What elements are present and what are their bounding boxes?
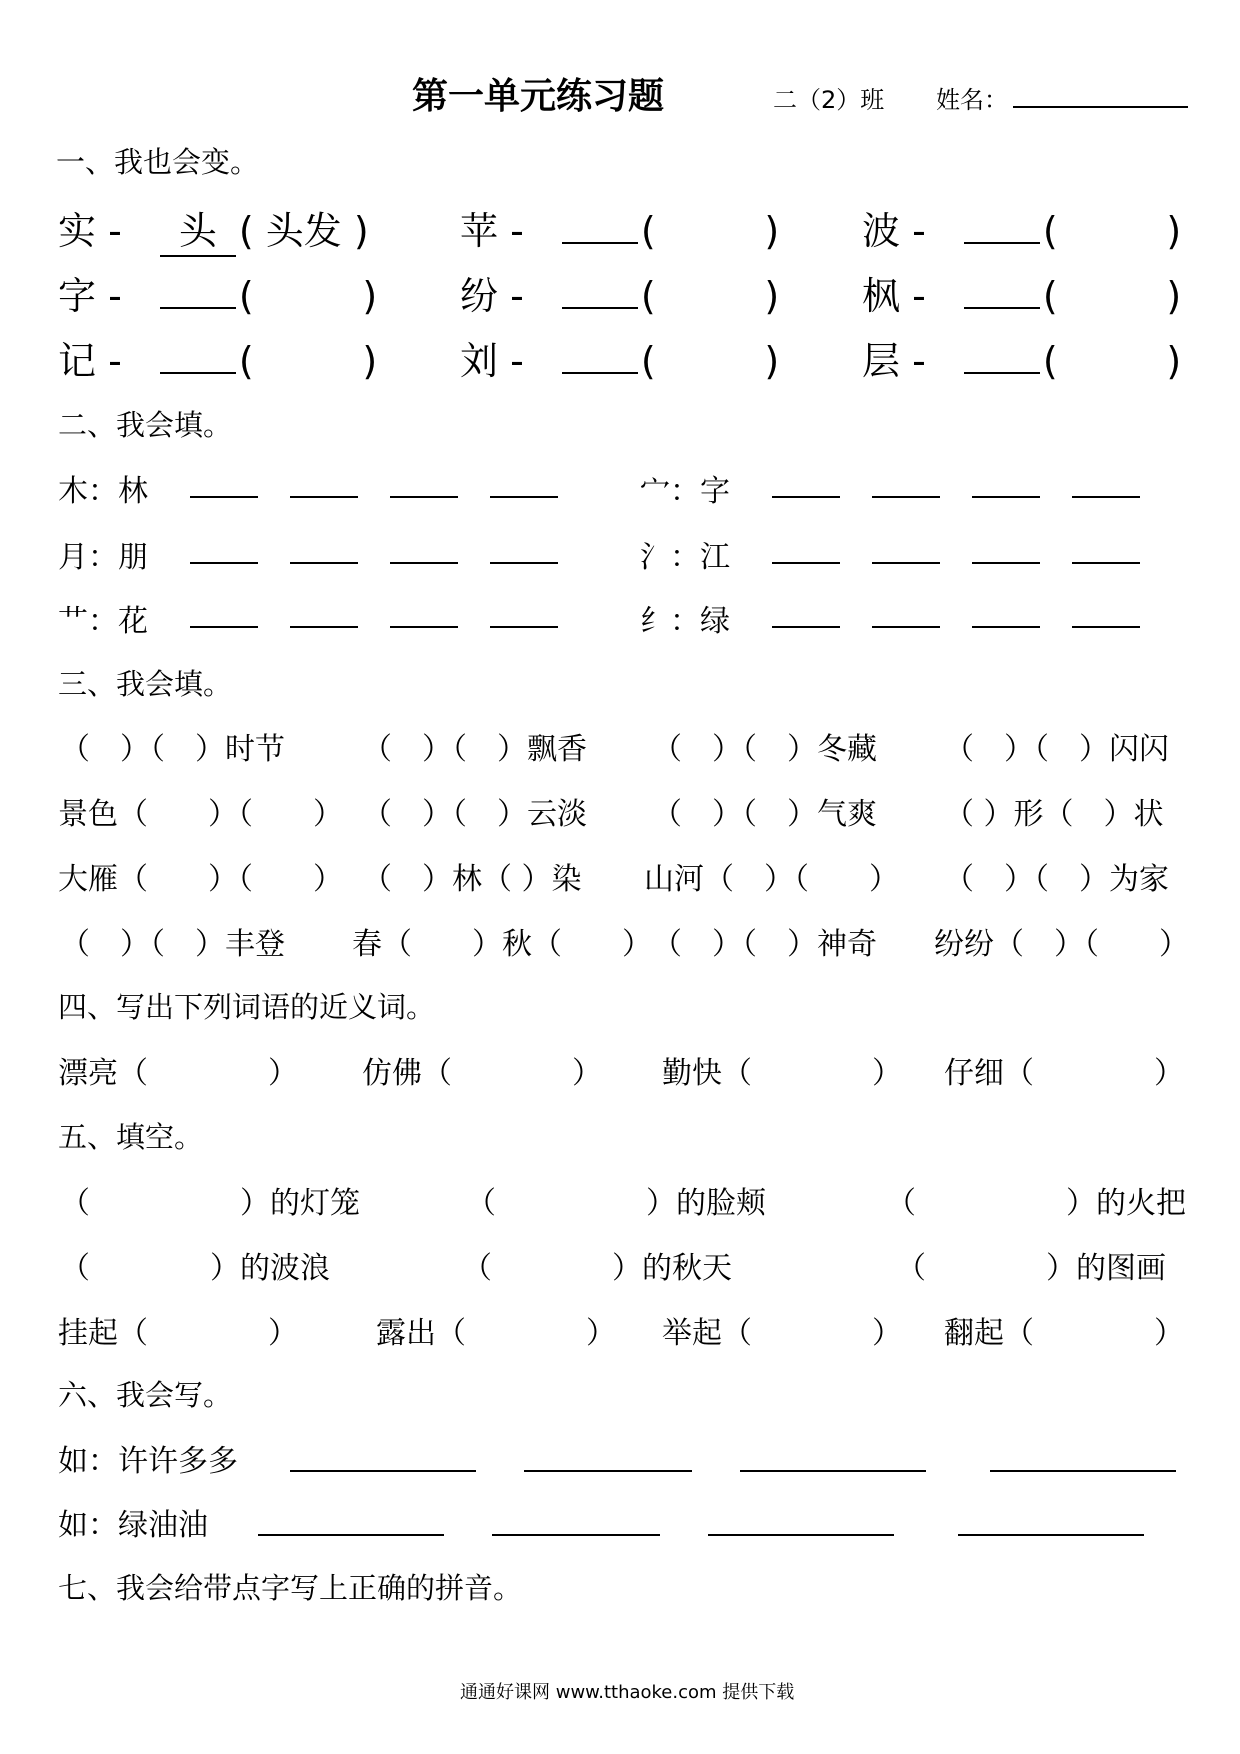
s1-r3-c2-blank[interactable] (562, 372, 638, 374)
s5-r3-c3: 举起（ ） (662, 1316, 902, 1351)
section-6-heading: 六、我会写。 (58, 1378, 233, 1412)
s3-r1-c1: （ ）（ ）时节 (60, 732, 285, 767)
s1-r3-c1: 记 - ( ) (58, 339, 378, 383)
s6-blank[interactable] (708, 1534, 894, 1536)
s1-r3-c1-blank[interactable] (160, 372, 236, 374)
s1-r3-c2: 刘 - ( ) (460, 339, 780, 383)
s4-item-3: 勤快（ ） (662, 1056, 902, 1091)
s6-blank[interactable] (492, 1534, 660, 1536)
section-5-heading: 五、填空。 (58, 1120, 204, 1154)
s5-r1-c2: （ ）的脸颊 (466, 1186, 766, 1221)
s2-blank[interactable] (490, 562, 558, 564)
s3-r2-c4: （ ）形（ ）状 (944, 797, 1164, 832)
s5-r2-c2: （ ）的秋天 (462, 1251, 732, 1286)
s6-blank[interactable] (524, 1470, 692, 1472)
s2-blank[interactable] (1072, 496, 1140, 498)
s5-r3-c1: 挂起（ ） (58, 1316, 298, 1351)
page-title: 第一单元练习题 (412, 76, 665, 117)
s1-r2-c2: 纷 - ( ) (460, 274, 780, 318)
s2-blank[interactable] (1072, 626, 1140, 628)
s1-r3-c3: 层 - ( ) (862, 339, 1182, 383)
s1-r2-c2-blank[interactable] (562, 307, 638, 309)
s3-r1-c3: （ ）（ ）冬藏 (652, 732, 877, 767)
name-blank[interactable] (1013, 106, 1188, 108)
s3-r2-c2: （ ）（ ）云淡 (362, 797, 587, 832)
s6-example-1: 如：许许多多 (58, 1444, 238, 1479)
s6-blank[interactable] (290, 1470, 476, 1472)
s1-r2-c3: 枫 - ( ) (862, 274, 1182, 318)
s2-row-3-right: 纟：绿 (640, 604, 730, 639)
s1-r2-c3-blank[interactable] (964, 307, 1040, 309)
s2-blank[interactable] (972, 562, 1040, 564)
s2-blank[interactable] (1072, 562, 1140, 564)
s2-blank[interactable] (772, 626, 840, 628)
s1-r1-c2-blank[interactable] (562, 242, 638, 244)
s6-blank[interactable] (740, 1470, 926, 1472)
section-7-heading: 七、我会给带点字写上正确的拼音。 (58, 1571, 523, 1605)
class-label: 二（2）班 (773, 86, 885, 114)
s2-row-1-right: 宀：字 (640, 474, 730, 509)
s3-r2-c3: （ ）（ ）气爽 (652, 797, 877, 832)
section-1-heading: 一、我也会变。 (56, 145, 260, 179)
s3-r4-c4: 纷纷（ ）（ ） (934, 927, 1189, 962)
s4-item-4: 仔细（ ） (944, 1056, 1184, 1091)
section-2-heading: 二、我会填。 (58, 408, 233, 442)
section-3-heading: 三、我会填。 (58, 667, 233, 701)
s3-r3-c4: （ ）（ ）为家 (944, 862, 1169, 897)
s3-r4-c2: 春（ ）秋（ ） (352, 927, 652, 962)
s2-blank[interactable] (490, 496, 558, 498)
s3-r4-c1: （ ）（ ）丰登 (60, 927, 285, 962)
s1-r1-c3: 波 - ( ) (862, 209, 1182, 253)
s3-r3-c3: 山河（ ）（ ） (644, 862, 899, 897)
s2-row-1-left: 木：林 (58, 474, 148, 509)
s2-blank[interactable] (390, 562, 458, 564)
s5-r2-c3: （ ）的图画 (896, 1251, 1166, 1286)
s5-r1-c3: （ ）的火把 (886, 1186, 1186, 1221)
s5-r3-c2: 露出（ ） (376, 1316, 616, 1351)
section-4-heading: 四、写出下列词语的近义词。 (58, 990, 436, 1024)
s2-blank[interactable] (290, 626, 358, 628)
s2-row-2-left: 月：朋 (58, 540, 148, 575)
s5-r2-c1: （ ）的波浪 (60, 1251, 330, 1286)
s2-blank[interactable] (972, 626, 1040, 628)
s1-r2-c1: 字 - ( ) (58, 274, 378, 318)
s6-blank[interactable] (958, 1534, 1144, 1536)
s2-blank[interactable] (290, 496, 358, 498)
s3-r3-c2: （ ）林（ ）染 (362, 862, 582, 897)
s2-blank[interactable] (872, 562, 940, 564)
s3-r1-c4: （ ）（ ）闪闪 (944, 732, 1169, 767)
s4-item-2: 仿佛（ ） (362, 1056, 602, 1091)
s2-blank[interactable] (190, 562, 258, 564)
s1-r1-c3-blank[interactable] (964, 242, 1040, 244)
s2-row-3-left: 艹：花 (58, 604, 148, 639)
s3-r2-c1: 景色（ ）（ ） (58, 797, 343, 832)
footer-source: 通通好课网 www.tthaoke.com 提供下载 (460, 1682, 795, 1703)
s2-blank[interactable] (772, 496, 840, 498)
s2-blank[interactable] (190, 496, 258, 498)
s2-blank[interactable] (190, 626, 258, 628)
s2-blank[interactable] (390, 626, 458, 628)
s2-blank[interactable] (872, 626, 940, 628)
s3-r3-c1: 大雁（ ）（ ） (58, 862, 343, 897)
s2-blank[interactable] (490, 626, 558, 628)
name-label: 姓名： (936, 86, 1008, 114)
s3-r4-c3: （ ）（ ）神奇 (652, 927, 877, 962)
s2-blank[interactable] (390, 496, 458, 498)
s1-r1-c2: 苹 - ( ) (460, 209, 780, 253)
s2-blank[interactable] (772, 562, 840, 564)
s6-blank[interactable] (990, 1470, 1176, 1472)
s2-blank[interactable] (290, 562, 358, 564)
s1-r2-c1-blank[interactable] (160, 307, 236, 309)
s2-blank[interactable] (872, 496, 940, 498)
s1-r3-c3-blank[interactable] (964, 372, 1040, 374)
s1-r1-c1-answer[interactable]: 头 (160, 200, 236, 257)
s5-r3-c4: 翻起（ ） (944, 1316, 1184, 1351)
s2-row-2-right: 氵：江 (640, 540, 730, 575)
s6-blank[interactable] (258, 1534, 444, 1536)
s4-item-1: 漂亮（ ） (58, 1056, 298, 1091)
s2-blank[interactable] (972, 496, 1040, 498)
s1-r1-c1: 实 - 头 ( 头发 ) (58, 200, 369, 257)
s3-r1-c2: （ ）（ ）飘香 (362, 732, 587, 767)
s6-example-2: 如：绿油油 (58, 1508, 208, 1543)
s5-r1-c1: （ ）的灯笼 (60, 1186, 360, 1221)
